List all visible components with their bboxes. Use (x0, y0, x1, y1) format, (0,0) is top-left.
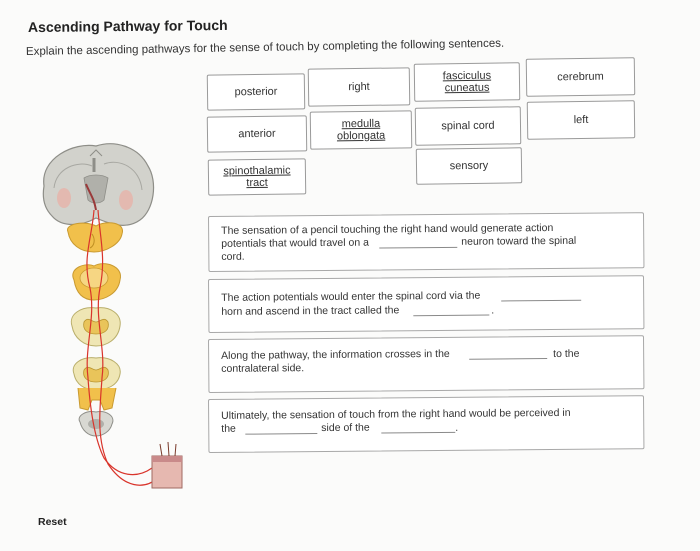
reset-button[interactable]: Reset (38, 516, 67, 528)
instructions: Explain the ascending pathways for the sense of touch by completing the following sentences. (25, 37, 505, 58)
sentence-1 (208, 212, 644, 272)
word-label: fasciculus cuneatus (442, 69, 492, 95)
spinal-cord-sections (71, 308, 120, 436)
sentence-text: contralateral side. (221, 362, 305, 375)
pathway-diagram-svg (34, 138, 194, 508)
blank-4[interactable] (469, 358, 547, 360)
skin-section (152, 442, 182, 488)
sentence-4 (208, 395, 644, 453)
blank-2[interactable] (501, 300, 581, 302)
page-title: Ascending Pathway for Touch (27, 16, 228, 36)
sentence-text: The sensation of a pencil touching the right hand would generate action (221, 221, 554, 237)
blank-6[interactable] (381, 432, 455, 434)
sentence-text: side of the (321, 421, 370, 435)
word-fasciculus-cuneatus[interactable] (414, 62, 521, 101)
sentence-text: potentials that would travel on a (221, 236, 369, 250)
sentence-2 (208, 275, 644, 333)
sentence-3 (208, 335, 644, 393)
sentence-text: Along the pathway, the information crosses in the (221, 347, 450, 362)
word-right[interactable] (308, 67, 411, 106)
sentence-text: Ultimately, the sensation of touch from the right hand would be perceived in (221, 406, 571, 422)
sentence-text: . (491, 304, 495, 317)
word-label: anterior (238, 127, 276, 141)
blank-3[interactable] (413, 315, 489, 317)
word-label: posterior (234, 85, 278, 99)
word-label: spinothalamic tract (223, 164, 291, 190)
word-label: right (348, 80, 370, 94)
word-cerebrum[interactable] (526, 57, 636, 97)
word-label: sensory (449, 159, 489, 173)
brainstem-section (67, 223, 122, 300)
word-label: medulla oblongata (336, 117, 386, 143)
word-spinal-cord[interactable] (415, 106, 522, 145)
sentence-text: cord. (221, 250, 245, 263)
blank-5[interactable] (245, 433, 317, 435)
sentence-text: the (221, 422, 236, 435)
sentence-text: to the (553, 347, 580, 360)
word-sensory[interactable] (416, 147, 522, 184)
word-left[interactable] (527, 100, 636, 140)
ascending-pathway-illustration (34, 138, 194, 513)
sentence-text: . (455, 421, 459, 434)
sentence-text: horn and ascend in the tract called the (221, 304, 400, 318)
blank-1[interactable] (379, 247, 457, 249)
word-spinothalamic-tract[interactable] (208, 158, 306, 195)
word-medulla-oblongata[interactable] (310, 110, 413, 149)
word-label: cerebrum (557, 70, 604, 84)
word-posterior[interactable] (207, 73, 305, 110)
sentence-text: neuron toward the spinal (461, 234, 577, 248)
word-label: left (573, 113, 589, 127)
word-label: spinal cord (441, 119, 495, 133)
sentence-text: The action potentials would enter the spinal cord via the (221, 289, 481, 304)
word-anterior[interactable] (207, 115, 307, 152)
